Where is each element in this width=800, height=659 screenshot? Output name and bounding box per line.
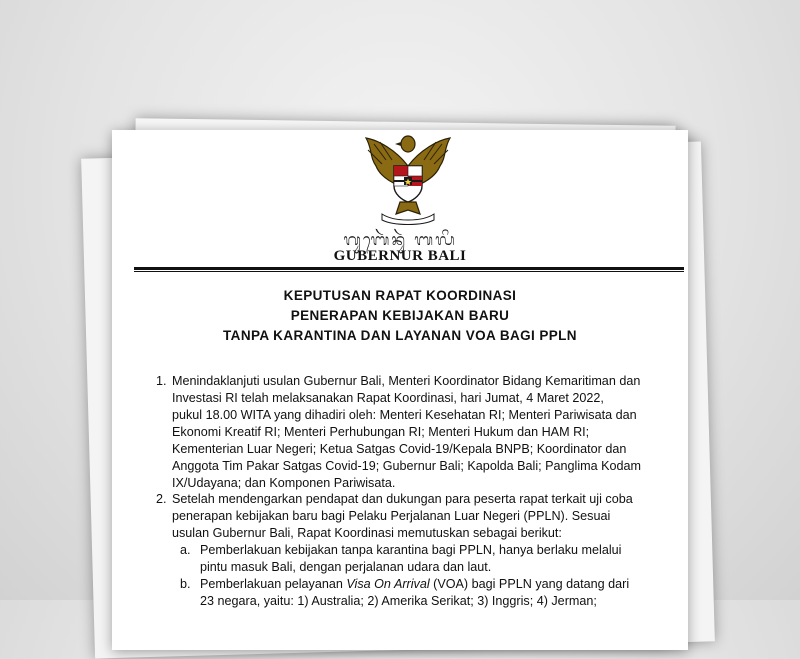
document-title-line: KEPUTUSAN RAPAT KOORDINASI [283,288,517,303]
sub-list-item [200,542,670,576]
item-line: Ekonomi Kreatif RI; Menteri Perhubungan RI; Menteri Hukum dan HAM RI; [172,425,590,439]
document-title-line: TANPA KARANTINA DAN LAYANAN VOA BAGI PPLN [223,328,577,343]
item-line: usulan Gubernur Bali, Rapat Koordinasi memutuskan sebagai berikut: [172,526,562,540]
item-line: Setelah mendengarkan pendapat dan dukungan para peserta rapat terkait uji coba [172,492,633,506]
subitem-letter: a. [180,543,191,557]
subitem-line: 23 negara, yaitu: 1) Australia; 2) Amerika Serikat; 3) Inggris; 4) Jerman; [200,594,597,608]
item-line: Investasi RI telah melaksanakan Rapat Koordinasi, hari Jumat, 4 Maret 2022, [172,391,604,405]
subitem-text: (VOA) bagi PPLN yang datang dari [429,577,630,591]
balinese-script-heading: ᬕᬸᬩᬾᬃᬦᬸᬃ ᬩᬮᬶ [343,230,457,249]
subitem-line: pintu masuk Bali, dengan perjalanan udara dan laut. [200,560,492,574]
garuda-emblem-icon [360,130,456,226]
item-number: 2. [156,492,167,506]
subitem-line: Pemberlakuan kebijakan tanpa karantina bagi PPLN, hanya berlaku melalui [200,543,622,557]
office-title: GUBERNUR BALI [333,248,467,264]
item-line: Kementerian Luar Negeri; Ketua Satgas Covid-19/Kepala BNPB; Koordinator dan [172,442,627,456]
sub-list-item [200,576,670,610]
item-line: pukul 18.00 WITA yang dihadiri oleh: Menteri Kesehatan RI; Menteri Pariwisata dan [172,408,637,422]
subitem-line [200,576,670,593]
item-line: IX/Udayana; dan Komponen Pariwisata. [172,476,396,490]
item-line: Anggota Tim Pakar Satgas Covid-19; Gubernur Bali; Kapolda Bali; Panglima Kodam [172,459,642,473]
document-title-line: PENERAPAN KEBIJAKAN BARU [290,308,510,323]
list-item [172,491,672,542]
item-line: Menindaklanjuti usulan Gubernur Bali, Menteri Koordinator Bidang Kemaritiman dan [172,374,641,388]
item-number: 1. [156,374,167,388]
item-line: penerapan kebijakan baru bagi Pelaku Perjalanan Luar Negeri (PPLN). Sesuai [172,509,611,523]
letterhead-rule [134,267,684,270]
letterhead-rule-thin [134,271,684,272]
subitem-text: Pemberlakuan pelayanan [200,577,347,591]
list-item [172,373,672,492]
subitem-italic-text: Visa On Arrival [346,577,430,591]
document-page [112,130,688,650]
subitem-letter: b. [180,577,191,591]
